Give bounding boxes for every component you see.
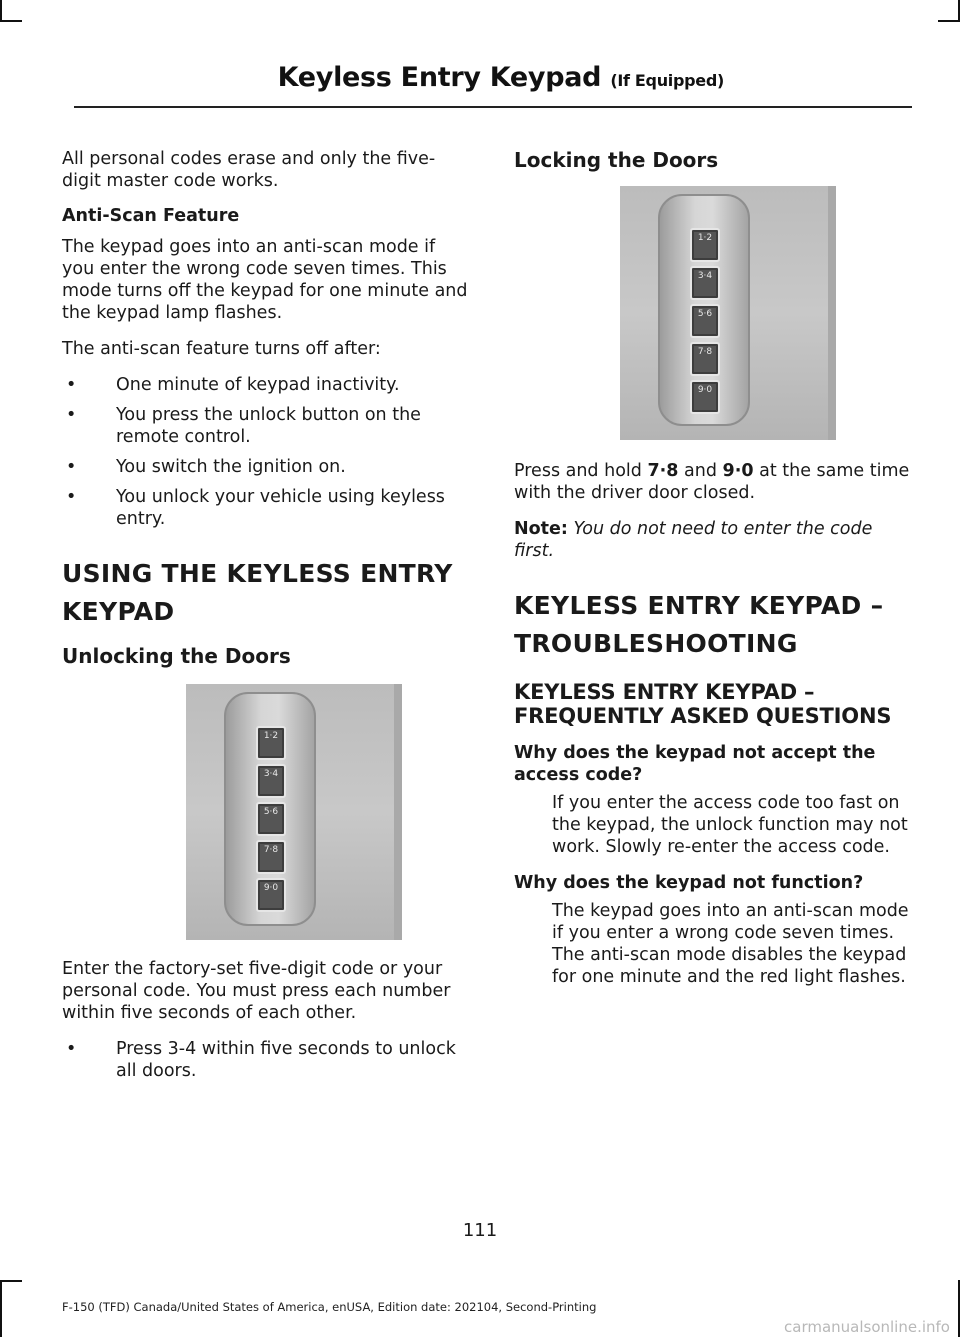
- header-subtitle: (If Equipped): [610, 71, 724, 90]
- section-heading-line: KEYLESS ENTRY KEYPAD –: [514, 591, 884, 620]
- faq-answer: The keypad goes into an anti-scan mode if you enter a wrong code seven times. The anti-scan mode disables the keypad for one minute and the red light flashes.: [552, 901, 909, 987]
- faq-item: [514, 872, 914, 988]
- keypad-key: 3·4: [690, 266, 720, 300]
- keypad-key: 1·2: [690, 228, 720, 262]
- note-label: Note:: [514, 519, 568, 539]
- key-label: 7·8: [647, 461, 679, 481]
- anti-scan-paragraph: The keypad goes into an anti-scan mode if you enter the wrong code seven times. This mode turns off the keypad for one minute and the keypad lamp flashes.: [62, 237, 468, 323]
- locking-heading: Locking the Doors: [514, 148, 719, 172]
- faq-item: [514, 742, 914, 858]
- keypad-key: 7·8: [690, 342, 720, 376]
- keypad-key: 9·0: [256, 878, 286, 912]
- key-label: 9·0: [722, 461, 754, 481]
- right-column: [514, 148, 914, 1002]
- list-item: • You switch the ignition on.: [62, 456, 472, 478]
- list-item: • You press the unlock button on the remote control.: [62, 404, 472, 448]
- section-heading-using: [62, 560, 472, 626]
- page-header: [278, 62, 724, 93]
- section-heading-line: USING THE KEYLESS ENTRY: [62, 559, 453, 588]
- note-text: You do not need to enter the code first.: [514, 519, 873, 561]
- unlock-list: [62, 1038, 472, 1082]
- keypad-panel: [658, 194, 750, 426]
- faq-answer: If you enter the access code too fast on the keypad, the unlock function may not work. Slowly re-enter the access code.: [552, 793, 908, 857]
- section-heading-troubleshooting: [514, 592, 914, 658]
- crop-mark: [938, 20, 960, 22]
- faq-question: Why does the keypad not function?: [514, 873, 864, 893]
- faq-heading: [514, 680, 914, 728]
- anti-scan-heading: Anti-Scan Feature: [62, 206, 240, 226]
- list-item: • Press 3-4 within five seconds to unlock all doors.: [62, 1038, 472, 1082]
- crop-mark: [0, 20, 22, 22]
- keypad-photo-lock: [620, 186, 836, 440]
- faq-question: Why does the keypad not accept the access code?: [514, 743, 876, 785]
- crop-mark: [0, 0, 2, 22]
- keypad-key: 9·0: [690, 380, 720, 414]
- keypad-photo-unlock: [186, 684, 402, 940]
- keypad-key: 5·6: [690, 304, 720, 338]
- photo-edge: [828, 186, 836, 440]
- text-run: at the same time with the driver door closed.: [514, 461, 910, 503]
- keypad-key: 5·6: [256, 802, 286, 836]
- text-run: and: [678, 461, 723, 481]
- header-rule: [74, 106, 912, 108]
- edition-footer: F-150 (TFD) Canada/United States of America, enUSA, Edition date: 202104, Second-Printing: [62, 1300, 597, 1314]
- keypad-key: 1·2: [256, 726, 286, 760]
- turns-off-list: [62, 374, 472, 530]
- note-paragraph: [514, 518, 914, 562]
- press-hold-paragraph: [514, 460, 914, 504]
- faq-heading-line: KEYLESS ENTRY KEYPAD –: [514, 680, 815, 704]
- section-heading-line: KEYPAD: [62, 597, 175, 626]
- watermark: carmanualsonline.info: [784, 1318, 950, 1336]
- crop-mark: [0, 1280, 2, 1337]
- list-item: • You unlock your vehicle using keyless entry.: [62, 486, 472, 530]
- intro-paragraph: All personal codes erase and only the five-digit master code works.: [62, 149, 436, 191]
- enter-code-paragraph: Enter the factory-set five-digit code or your personal code. You must press each number within five seconds of each other.: [62, 959, 451, 1023]
- left-column: [62, 148, 472, 1096]
- keypad-key: 7·8: [256, 840, 286, 874]
- header-title: Keyless Entry Keypad: [277, 62, 602, 93]
- section-heading-line: TROUBLESHOOTING: [514, 629, 798, 658]
- photo-edge: [394, 684, 402, 940]
- faq-heading-line: FREQUENTLY ASKED QUESTIONS: [514, 704, 892, 728]
- keypad-panel: [224, 692, 316, 926]
- turns-off-intro: The anti-scan feature turns off after:: [62, 339, 381, 359]
- crop-mark: [0, 1280, 22, 1282]
- keypad-key: 3·4: [256, 764, 286, 798]
- text-run: Press and hold: [514, 461, 648, 481]
- list-item: • One minute of keypad inactivity.: [62, 374, 472, 396]
- unlocking-heading: Unlocking the Doors: [62, 644, 291, 668]
- page-number: 111: [462, 1220, 498, 1241]
